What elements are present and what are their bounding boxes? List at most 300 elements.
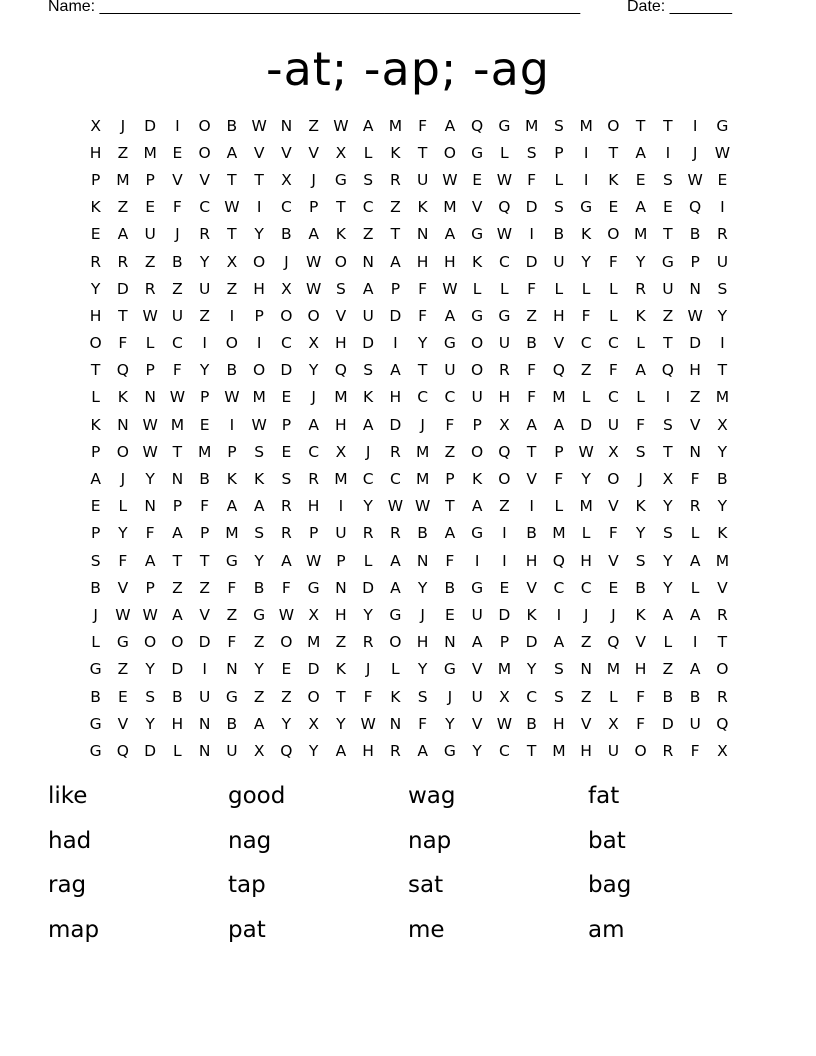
grid-letter[interactable]: K	[635, 306, 646, 325]
grid-letter[interactable]: Q	[471, 116, 484, 135]
grid-letter[interactable]: V	[308, 143, 319, 162]
grid-letter[interactable]: X	[717, 415, 728, 434]
grid-letter[interactable]: E	[199, 415, 210, 434]
grid-letter[interactable]: M	[552, 388, 566, 407]
grid-letter[interactable]: U	[144, 225, 156, 244]
grid-letter[interactable]: R	[280, 497, 292, 516]
grid-letter[interactable]: Y	[581, 252, 591, 271]
grid-letter[interactable]: W	[115, 605, 131, 624]
grid-letter[interactable]: O	[471, 442, 484, 461]
grid-letter[interactable]: A	[172, 605, 183, 624]
grid-letter[interactable]: P	[308, 524, 319, 543]
grid-letter[interactable]: L	[609, 306, 618, 325]
grid-letter[interactable]: F	[172, 361, 182, 380]
grid-letter[interactable]: E	[281, 388, 292, 407]
grid-letter[interactable]: V	[199, 170, 210, 189]
grid-letter[interactable]: D	[689, 334, 702, 353]
grid-letter[interactable]: B	[90, 578, 101, 597]
grid-letter[interactable]: T	[336, 687, 346, 706]
grid-letter[interactable]: Z	[253, 633, 265, 652]
grid-letter[interactable]: M	[388, 116, 403, 135]
grid-letter[interactable]: Q	[334, 361, 347, 380]
grid-letter[interactable]: L	[636, 388, 645, 407]
grid-letter[interactable]: G	[89, 714, 102, 733]
grid-letter[interactable]: D	[525, 633, 538, 652]
grid-letter[interactable]: L	[663, 633, 673, 652]
grid-letter[interactable]: W	[142, 442, 158, 461]
grid-letter[interactable]: O	[307, 306, 320, 325]
grid-letter[interactable]: M	[415, 442, 430, 461]
grid-letter[interactable]: M	[715, 551, 730, 570]
grid-letter[interactable]: W	[278, 605, 295, 624]
grid-letter[interactable]: B	[526, 714, 537, 733]
grid-letter[interactable]: H	[634, 660, 647, 679]
grid-letter[interactable]: R	[662, 741, 674, 760]
grid-letter[interactable]: Y	[663, 497, 673, 516]
grid-letter[interactable]: Y	[363, 605, 373, 624]
grid-letter[interactable]: U	[198, 279, 211, 298]
grid-letter[interactable]: T	[417, 143, 428, 162]
grid-letter[interactable]: G	[471, 306, 484, 325]
grid-letter[interactable]: B	[226, 714, 238, 733]
grid-letter[interactable]: F	[227, 578, 237, 597]
grid-letter[interactable]: H	[362, 741, 374, 760]
grid-letter[interactable]: X	[499, 687, 510, 706]
grid-letter[interactable]: T	[172, 442, 183, 461]
grid-letter[interactable]: X	[308, 714, 319, 733]
grid-letter[interactable]: P	[199, 388, 210, 407]
grid-letter[interactable]: O	[389, 633, 402, 652]
grid-letter[interactable]: U	[662, 279, 674, 298]
grid-letter[interactable]: Y	[118, 524, 128, 543]
grid-letter[interactable]: Z	[253, 687, 265, 706]
grid-letter[interactable]: A	[635, 198, 646, 217]
grid-letter[interactable]: Z	[444, 442, 456, 461]
grid-letter[interactable]: X	[226, 252, 238, 271]
grid-letter[interactable]: C	[389, 470, 401, 489]
grid-letter[interactable]: N	[689, 442, 701, 461]
grid-letter[interactable]: R	[362, 633, 374, 652]
grid-letter[interactable]: H	[689, 361, 701, 380]
grid-letter[interactable]: Y	[145, 714, 155, 733]
grid-letter[interactable]: C	[280, 198, 292, 217]
grid-letter[interactable]: A	[362, 279, 374, 298]
grid-letter[interactable]: R	[199, 225, 211, 244]
grid-letter[interactable]: N	[416, 551, 429, 570]
grid-letter[interactable]: N	[198, 714, 211, 733]
grid-letter[interactable]: V	[471, 198, 483, 217]
grid-letter[interactable]: J	[311, 170, 316, 189]
grid-letter[interactable]: Y	[717, 497, 728, 516]
grid-letter[interactable]: I	[529, 497, 534, 516]
grid-letter[interactable]: C	[607, 388, 619, 407]
grid-letter[interactable]: J	[447, 687, 453, 706]
grid-letter[interactable]: Y	[417, 334, 428, 353]
grid-letter[interactable]: M	[579, 116, 593, 135]
grid-letter[interactable]: L	[173, 741, 182, 760]
grid-letter[interactable]: V	[689, 415, 701, 434]
grid-letter[interactable]: S	[717, 279, 728, 298]
grid-letter[interactable]: Y	[717, 306, 728, 325]
grid-letter[interactable]: F	[200, 497, 210, 516]
grid-letter[interactable]: E	[717, 170, 728, 189]
grid-letter[interactable]: M	[552, 741, 566, 760]
grid-letter[interactable]: I	[502, 524, 507, 543]
grid-letter[interactable]: F	[690, 741, 700, 760]
grid-letter[interactable]: Y	[308, 361, 319, 380]
grid-letter[interactable]: S	[281, 470, 292, 489]
grid-letter[interactable]: P	[690, 252, 700, 271]
grid-letter[interactable]: Y	[254, 551, 264, 570]
grid-letter[interactable]: R	[716, 605, 728, 624]
grid-letter[interactable]: J	[365, 442, 371, 461]
grid-letter[interactable]: L	[118, 497, 128, 516]
grid-letter[interactable]: C	[280, 334, 292, 353]
grid-letter[interactable]: T	[663, 225, 673, 244]
grid-letter[interactable]: G	[89, 741, 102, 760]
grid-letter[interactable]: Z	[390, 198, 401, 217]
grid-letter[interactable]: Y	[635, 252, 646, 271]
grid-letter[interactable]: M	[116, 170, 130, 189]
grid-letter[interactable]: G	[443, 741, 456, 760]
grid-letter[interactable]: D	[661, 714, 674, 733]
grid-letter[interactable]: X	[281, 170, 292, 189]
grid-letter[interactable]: G	[89, 660, 102, 679]
grid-letter[interactable]: I	[338, 497, 344, 516]
grid-letter[interactable]: W	[496, 170, 513, 189]
grid-letter[interactable]: E	[635, 170, 646, 189]
grid-letter[interactable]: G	[471, 225, 484, 244]
grid-letter[interactable]: G	[225, 551, 238, 570]
grid-letter[interactable]: W	[142, 306, 158, 325]
grid-letter[interactable]: F	[145, 524, 155, 543]
grid-letter[interactable]: E	[90, 225, 101, 244]
grid-letter[interactable]: Q	[498, 198, 511, 217]
grid-letter[interactable]: D	[498, 605, 511, 624]
grid-letter[interactable]: M	[197, 442, 212, 461]
grid-letter[interactable]: Q	[552, 361, 565, 380]
grid-letter[interactable]: K	[635, 605, 646, 624]
grid-letter[interactable]: I	[720, 198, 725, 217]
grid-letter[interactable]: A	[390, 361, 401, 380]
grid-letter[interactable]: O	[607, 225, 620, 244]
grid-letter[interactable]: F	[527, 361, 537, 380]
grid-letter[interactable]: H	[416, 252, 429, 271]
grid-letter[interactable]: A	[553, 633, 565, 652]
grid-letter[interactable]: T	[717, 361, 728, 380]
grid-letter[interactable]: D	[362, 578, 375, 597]
grid-letter[interactable]: W	[224, 388, 240, 407]
grid-letter[interactable]: T	[336, 198, 346, 217]
grid-letter[interactable]: Y	[145, 470, 155, 489]
grid-letter[interactable]: Z	[362, 225, 374, 244]
grid-letter[interactable]: R	[498, 361, 510, 380]
grid-letter[interactable]: Z	[172, 279, 183, 298]
grid-letter[interactable]: I	[393, 334, 398, 353]
grid-letter[interactable]: H	[553, 306, 565, 325]
grid-letter[interactable]: Y	[363, 497, 373, 516]
grid-letter[interactable]: J	[93, 605, 98, 624]
grid-letter[interactable]: L	[554, 170, 564, 189]
grid-letter[interactable]: Q	[689, 198, 702, 217]
grid-letter[interactable]: Z	[144, 252, 156, 271]
grid-letter[interactable]: O	[307, 687, 320, 706]
grid-letter[interactable]: I	[556, 605, 562, 624]
grid-letter[interactable]: B	[199, 470, 210, 489]
grid-letter[interactable]: U	[171, 306, 184, 325]
grid-letter[interactable]: T	[390, 225, 401, 244]
grid-letter[interactable]: W	[387, 497, 404, 516]
grid-letter[interactable]: S	[553, 116, 564, 135]
grid-letter[interactable]: O	[253, 252, 266, 271]
grid-letter[interactable]: U	[498, 334, 511, 353]
grid-letter[interactable]: Y	[445, 714, 455, 733]
grid-letter[interactable]: J	[175, 225, 180, 244]
grid-letter[interactable]: A	[689, 551, 701, 570]
grid-letter[interactable]: D	[389, 415, 402, 434]
grid-letter[interactable]: X	[335, 143, 347, 162]
grid-letter[interactable]: A	[253, 714, 265, 733]
grid-letter[interactable]: O	[198, 116, 211, 135]
grid-letter[interactable]: L	[500, 279, 509, 298]
grid-letter[interactable]: F	[418, 116, 428, 135]
grid-letter[interactable]: H	[525, 551, 538, 570]
grid-letter[interactable]: T	[526, 741, 537, 760]
grid-letter[interactable]: G	[225, 687, 238, 706]
grid-letter[interactable]: P	[554, 442, 564, 461]
grid-letter[interactable]: N	[689, 279, 701, 298]
grid-letter[interactable]: K	[472, 252, 483, 271]
grid-letter[interactable]: F	[554, 470, 564, 489]
grid-letter[interactable]: G	[498, 306, 511, 325]
grid-letter[interactable]: I	[529, 225, 534, 244]
grid-letter[interactable]: Y	[145, 660, 155, 679]
grid-letter[interactable]: R	[90, 252, 102, 271]
grid-letter[interactable]: Y	[308, 741, 319, 760]
grid-letter[interactable]: S	[553, 198, 564, 217]
grid-letter[interactable]: C	[308, 442, 320, 461]
grid-letter[interactable]: W	[714, 143, 731, 162]
grid-letter[interactable]: R	[144, 279, 156, 298]
grid-letter[interactable]: S	[662, 415, 673, 434]
grid-letter[interactable]: H	[335, 605, 347, 624]
grid-letter[interactable]: P	[554, 143, 564, 162]
grid-letter[interactable]: F	[418, 714, 428, 733]
grid-letter[interactable]: A	[553, 415, 565, 434]
grid-letter[interactable]: M	[170, 415, 185, 434]
grid-letter[interactable]: V	[471, 660, 483, 679]
grid-letter[interactable]: X	[499, 415, 510, 434]
grid-letter[interactable]: L	[609, 687, 618, 706]
grid-letter[interactable]: S	[553, 687, 564, 706]
grid-letter[interactable]: O	[634, 741, 647, 760]
grid-letter[interactable]: K	[390, 143, 401, 162]
grid-letter[interactable]: A	[308, 415, 319, 434]
grid-letter[interactable]: P	[227, 442, 237, 461]
grid-letter[interactable]: P	[336, 551, 346, 570]
grid-letter[interactable]: Z	[308, 116, 319, 135]
grid-letter[interactable]: M	[334, 470, 348, 489]
grid-letter[interactable]: P	[145, 170, 155, 189]
grid-letter[interactable]: Z	[580, 633, 592, 652]
grid-letter[interactable]: E	[608, 198, 619, 217]
grid-letter[interactable]: F	[445, 551, 455, 570]
grid-letter[interactable]: T	[526, 442, 537, 461]
grid-letter[interactable]: H	[89, 143, 102, 162]
grid-letter[interactable]: G	[661, 252, 674, 271]
grid-letter[interactable]: R	[389, 442, 401, 461]
grid-letter[interactable]: K	[90, 198, 101, 217]
grid-letter[interactable]: Z	[199, 306, 210, 325]
grid-letter[interactable]: L	[554, 279, 564, 298]
grid-letter[interactable]: X	[608, 442, 619, 461]
grid-letter[interactable]: A	[390, 252, 401, 271]
grid-letter[interactable]: W	[305, 279, 322, 298]
grid-letter[interactable]: W	[687, 170, 703, 189]
grid-letter[interactable]: P	[254, 306, 264, 325]
grid-letter[interactable]: C	[199, 198, 211, 217]
grid-letter[interactable]: R	[689, 497, 701, 516]
grid-letter[interactable]: Z	[226, 279, 238, 298]
grid-letter[interactable]: E	[281, 660, 292, 679]
grid-letter[interactable]: F	[636, 687, 646, 706]
grid-letter[interactable]: R	[389, 170, 401, 189]
grid-letter[interactable]: V	[526, 578, 537, 597]
grid-letter[interactable]: S	[635, 442, 646, 461]
grid-letter[interactable]: V	[608, 497, 619, 516]
grid-letter[interactable]: X	[281, 279, 292, 298]
grid-letter[interactable]: N	[580, 660, 592, 679]
grid-letter[interactable]: O	[171, 633, 184, 652]
grid-letter[interactable]: B	[172, 687, 183, 706]
grid-letter[interactable]: A	[90, 470, 101, 489]
grid-letter[interactable]: O	[280, 306, 293, 325]
grid-letter[interactable]: B	[689, 225, 701, 244]
grid-letter[interactable]: C	[171, 334, 183, 353]
grid-letter[interactable]: I	[256, 198, 262, 217]
grid-letter[interactable]: H	[416, 633, 429, 652]
grid-letter[interactable]: Y	[336, 714, 346, 733]
grid-letter[interactable]: F	[172, 198, 182, 217]
grid-letter[interactable]: L	[145, 334, 155, 353]
grid-letter[interactable]: Z	[526, 306, 537, 325]
grid-letter[interactable]: T	[445, 497, 455, 516]
grid-letter[interactable]: W	[442, 170, 458, 189]
grid-letter[interactable]: V	[553, 334, 565, 353]
grid-letter[interactable]: U	[198, 687, 211, 706]
grid-letter[interactable]: Z	[662, 660, 674, 679]
grid-letter[interactable]: J	[120, 116, 126, 135]
grid-letter[interactable]: Y	[254, 225, 264, 244]
grid-letter[interactable]: O	[280, 633, 293, 652]
grid-letter[interactable]: T	[663, 116, 673, 135]
grid-letter[interactable]: Z	[117, 143, 129, 162]
grid-letter[interactable]: O	[716, 660, 729, 679]
grid-letter[interactable]: L	[636, 334, 645, 353]
grid-letter[interactable]: K	[717, 524, 728, 543]
grid-letter[interactable]: W	[251, 415, 267, 434]
grid-letter[interactable]: B	[253, 578, 265, 597]
grid-letter[interactable]: A	[390, 551, 401, 570]
grid-letter[interactable]: F	[690, 470, 700, 489]
grid-letter[interactable]: U	[607, 415, 620, 434]
grid-letter[interactable]: U	[471, 388, 483, 407]
grid-letter[interactable]: H	[389, 388, 402, 407]
grid-letter[interactable]: O	[471, 334, 484, 353]
grid-letter[interactable]: C	[362, 198, 374, 217]
grid-letter[interactable]: T	[717, 633, 728, 652]
grid-letter[interactable]: P	[499, 633, 510, 652]
grid-letter[interactable]: I	[175, 116, 180, 135]
grid-letter[interactable]: P	[90, 524, 101, 543]
grid-letter[interactable]: Y	[90, 279, 101, 298]
grid-letter[interactable]: U	[444, 361, 456, 380]
grid-letter[interactable]: A	[444, 306, 456, 325]
grid-letter[interactable]: P	[390, 279, 401, 298]
grid-letter[interactable]: O	[443, 143, 456, 162]
grid-letter[interactable]: V	[471, 714, 483, 733]
grid-letter[interactable]: A	[144, 551, 156, 570]
grid-letter[interactable]: I	[692, 116, 698, 135]
grid-letter[interactable]: C	[580, 578, 592, 597]
grid-letter[interactable]: K	[335, 660, 346, 679]
grid-letter[interactable]: T	[254, 170, 264, 189]
date-field-label[interactable]: Date: _______	[627, 0, 732, 15]
grid-letter[interactable]: S	[635, 551, 646, 570]
grid-letter[interactable]: K	[335, 225, 346, 244]
grid-letter[interactable]: V	[635, 633, 646, 652]
grid-letter[interactable]: K	[363, 388, 374, 407]
grid-letter[interactable]: S	[363, 170, 374, 189]
grid-letter[interactable]: G	[443, 334, 456, 353]
grid-letter[interactable]: N	[389, 714, 402, 733]
grid-letter[interactable]: F	[118, 551, 128, 570]
grid-letter[interactable]: W	[687, 306, 703, 325]
grid-letter[interactable]: J	[583, 605, 589, 624]
grid-letter[interactable]: K	[226, 470, 237, 489]
grid-letter[interactable]: D	[580, 415, 593, 434]
grid-letter[interactable]: H	[444, 252, 456, 271]
grid-letter[interactable]: S	[662, 524, 673, 543]
grid-letter[interactable]: M	[633, 225, 648, 244]
grid-letter[interactable]: F	[636, 415, 646, 434]
grid-letter[interactable]: S	[90, 551, 101, 570]
grid-letter[interactable]: D	[144, 741, 157, 760]
grid-letter[interactable]: T	[90, 361, 101, 380]
grid-letter[interactable]: L	[581, 524, 591, 543]
grid-letter[interactable]: T	[417, 361, 428, 380]
grid-letter[interactable]: Z	[689, 388, 701, 407]
grid-letter[interactable]: A	[281, 551, 292, 570]
grid-letter[interactable]: U	[553, 252, 565, 271]
grid-letter[interactable]: U	[716, 252, 729, 271]
grid-letter[interactable]: L	[609, 279, 618, 298]
grid-letter[interactable]: O	[498, 470, 511, 489]
grid-letter[interactable]: P	[172, 497, 183, 516]
grid-letter[interactable]: C	[362, 470, 374, 489]
grid-letter[interactable]: A	[526, 415, 537, 434]
grid-letter[interactable]: X	[308, 605, 319, 624]
grid-letter[interactable]: B	[90, 687, 101, 706]
grid-letter[interactable]: W	[333, 116, 349, 135]
grid-letter[interactable]: N	[416, 225, 429, 244]
grid-letter[interactable]: L	[581, 388, 591, 407]
grid-letter[interactable]: K	[117, 388, 128, 407]
grid-letter[interactable]: V	[199, 605, 210, 624]
grid-letter[interactable]: W	[414, 497, 431, 516]
grid-letter[interactable]: D	[307, 660, 320, 679]
grid-letter[interactable]: F	[608, 361, 618, 380]
